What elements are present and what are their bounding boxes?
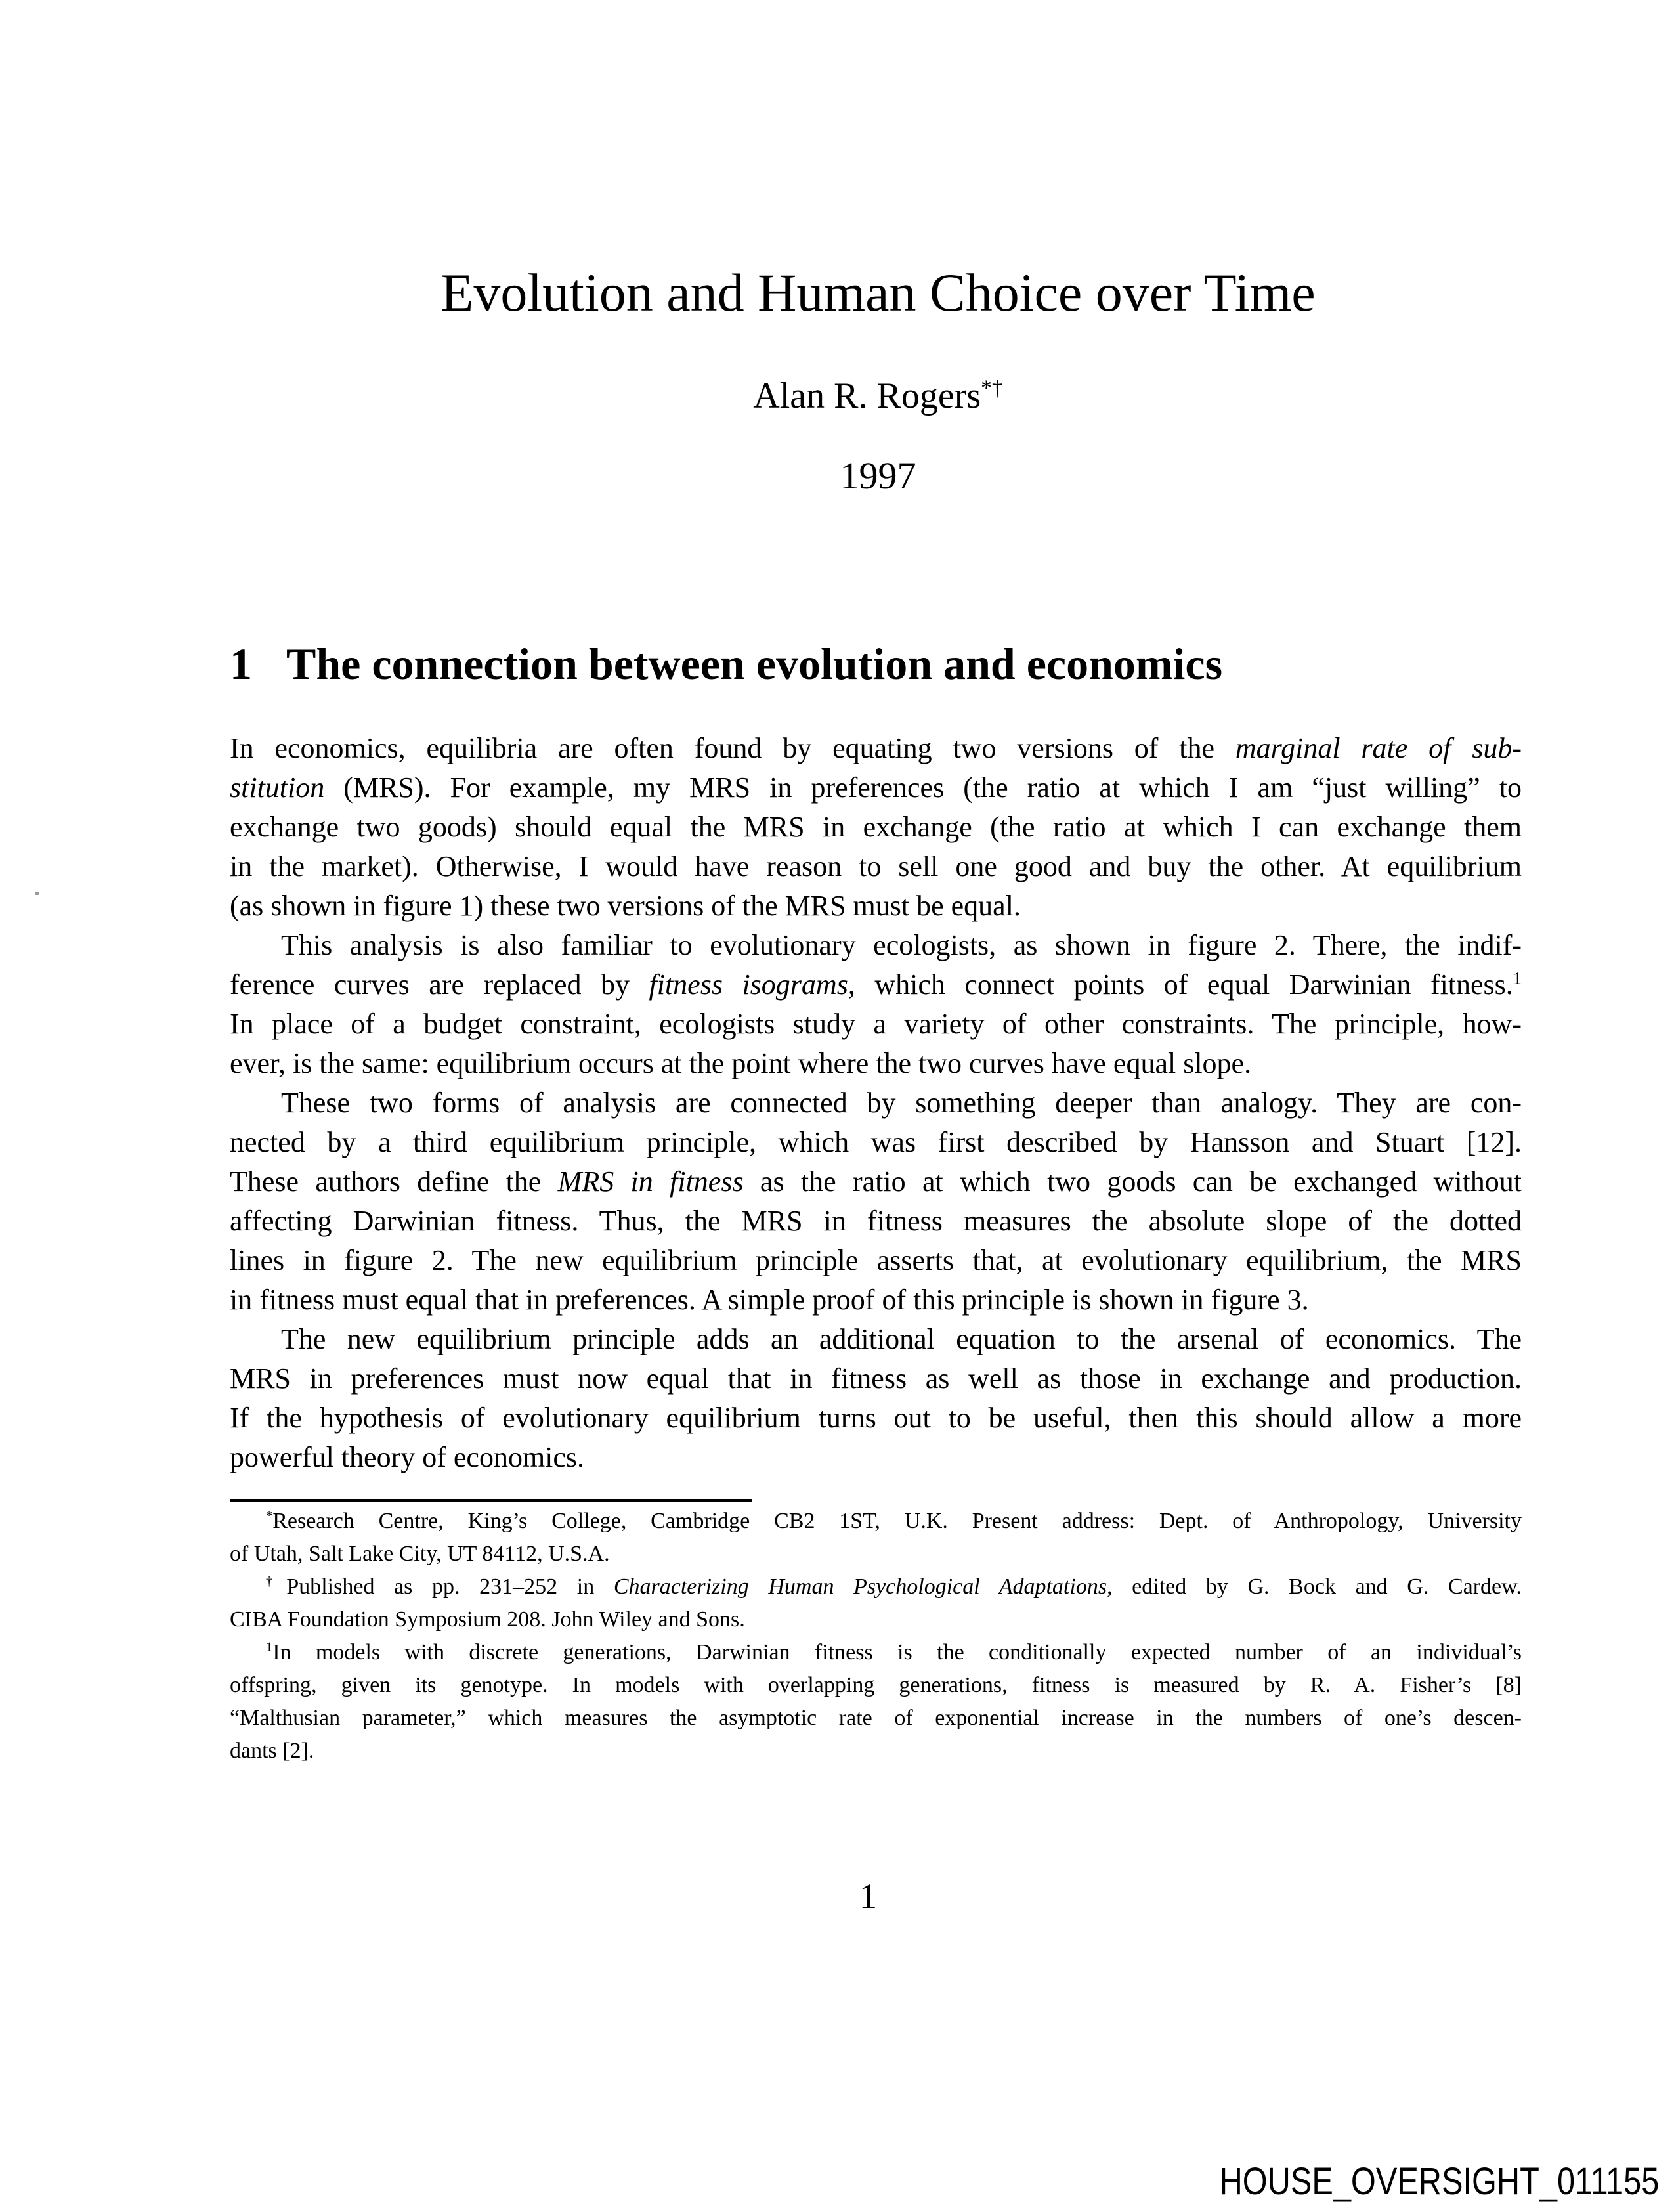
text-line: stitution (MRS). For example, my MRS in preferences (the ratio at which I am “just willing” to <box>230 771 1522 804</box>
text-line: If the hypothesis of evolutionary equilibrium turns out to be useful, then this should allow a more <box>230 1402 1522 1434</box>
text-line: This analysis is also familiar to evolutionary ecologists, as shown in figure 2. There, the indif- <box>281 929 1522 961</box>
section-number: 1 <box>230 639 252 689</box>
text-line: These two forms of analysis are connected by something deeper than analogy. They are con- <box>281 1087 1522 1119</box>
text-line: dants [2]. <box>230 1739 314 1763</box>
author-line <box>230 378 1526 414</box>
text-line: (as shown in figure 1) these two versions of the MRS must be equal. <box>230 890 1021 922</box>
text-line: †Published as pp. 231–252 in Characterizing Human Psychological Adaptations, edited by G. Bock and G. Cardew. <box>266 1574 1522 1599</box>
footnote-rule <box>230 1499 752 1502</box>
text-line: exchange two goods) should equal the MRS in exchange (the ratio at which I can exchange them <box>230 811 1522 843</box>
section-heading <box>230 639 1526 689</box>
text-line: powerful theory of economics. <box>230 1441 585 1473</box>
author-footnote-marks: *† <box>981 376 1003 401</box>
text-line: CIBA Foundation Symposium 208. John Wiley and Sons. <box>230 1607 745 1632</box>
text-line: ference curves are replaced by fitness isograms, which connect points of equal Darwinian fitness.$^1$ <box>230 968 1522 1001</box>
text-line: in fitness must equal that in preferences. A simple proof of this principle is shown in figure 3. <box>230 1284 1309 1316</box>
watermark-bates-number: HOUSE_OVERSIGHT_011155 <box>1219 2160 1659 2203</box>
text-line: These authors define the MRS in fitness as the ratio at which two goods can be exchanged without <box>230 1165 1522 1198</box>
text-line: affecting Darwinian fitness. Thus, the MRS in fitness measures the absolute slope of the dotted <box>230 1205 1522 1237</box>
footnotes <box>230 1505 1522 1767</box>
body-text <box>230 729 1522 1477</box>
text-line: MRS in preferences must now equal that in fitness as well as those in exchange and production. <box>230 1362 1522 1395</box>
text-line: “Malthusian parameter,” which measures the asymptotic rate of exponential increase in the numbers of one’s descen- <box>230 1706 1522 1730</box>
text-line: offspring, given its genotype. In models with overlapping generations, fitness is measured by R. A. Fisher’s [8] <box>230 1673 1522 1697</box>
text-line: nected by a third equilibrium principle, which was first described by Hansson and Stuart [12]. <box>230 1126 1522 1158</box>
text-line: In economics, equilibria are often found by equating two versions of the marginal rate of sub- <box>230 732 1522 764</box>
page-title: Evolution and Human Choice over Time <box>440 263 1316 322</box>
page-number: 1 <box>859 1876 877 1916</box>
text-line: ever, is the same: equilibrium occurs at the point where the two curves have equal slope. <box>230 1047 1252 1079</box>
text-line: In place of a budget constraint, ecologists study a variety of other constraints. The principle, how- <box>230 1008 1522 1040</box>
text-line: lines in figure 2. The new equilibrium principle asserts that, at evolutionary equilibrium, the MRS <box>230 1244 1522 1276</box>
text-line: *Research Centre, King’s College, Cambridge CB2 1ST, U.K. Present address: Dept. of Anthropology, University <box>266 1508 1522 1533</box>
text-line: in the market). Otherwise, I would have reason to sell one good and buy the other. At equilibrium <box>230 850 1522 882</box>
author-name: Alan R. Rogers <box>753 376 981 416</box>
text-line: The new equilibrium principle adds an additional equation to the arsenal of economics. The <box>281 1323 1522 1355</box>
text-line: of Utah, Salt Lake City, UT 84112, U.S.A. <box>230 1542 610 1566</box>
section-title: The connection between evolution and economics <box>286 639 1223 689</box>
text-line: $^1$In models with discrete generations, Darwinian fitness is the conditionally expected number of an individual’s <box>266 1639 1522 1664</box>
publication-year: 1997 <box>840 454 916 497</box>
scan-speck-artifact <box>35 892 39 895</box>
